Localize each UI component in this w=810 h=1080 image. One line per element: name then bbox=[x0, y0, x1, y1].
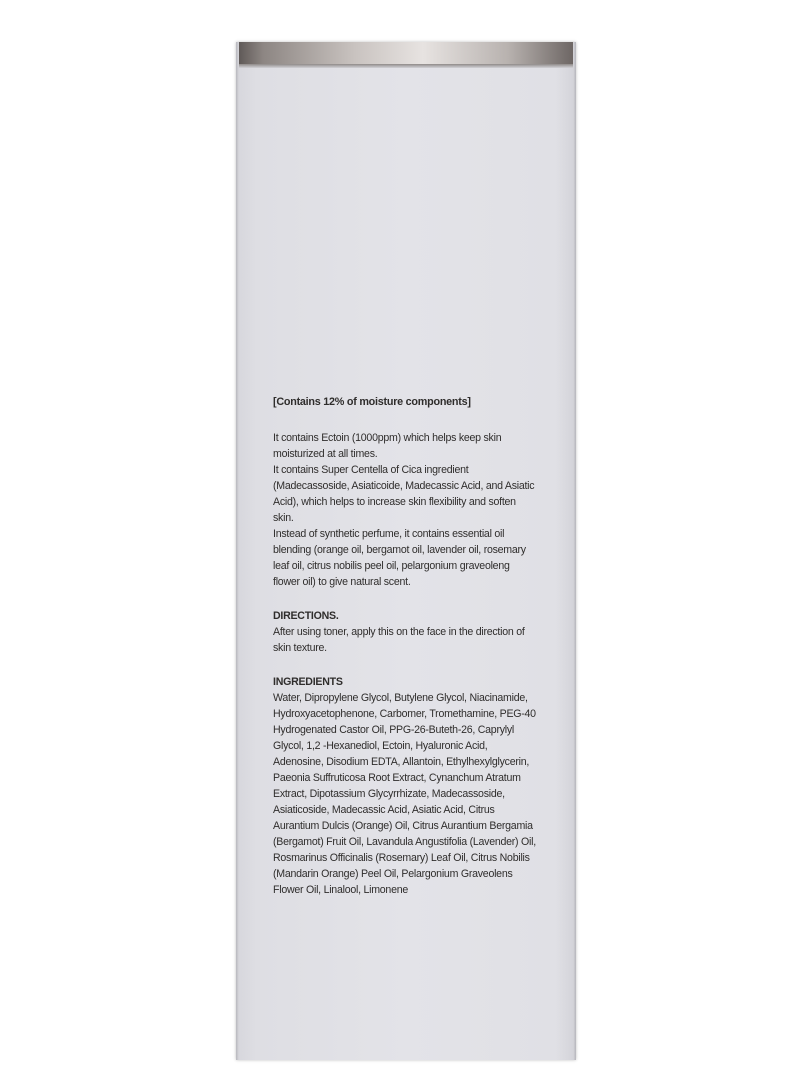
product-box-side-panel bbox=[236, 42, 576, 1060]
description-paragraph: It contains Ectoin (1000ppm) which helps keep skin moisturized at all times. bbox=[273, 432, 502, 460]
box-right-crease bbox=[573, 42, 576, 1060]
box-left-crease bbox=[236, 42, 239, 1060]
cap-edge-shadow bbox=[236, 64, 576, 68]
printed-text-panel bbox=[273, 394, 537, 898]
directions-text: After using toner, apply this on the face in the direction of skin texture. bbox=[273, 626, 525, 654]
moisture-headline: [Contains 12% of moisture components] bbox=[273, 396, 471, 408]
directions-title: DIRECTIONS. bbox=[273, 610, 339, 622]
description-paragraph: It contains Super Centella of Cica ingredient (Madecassoside, Asiaticoide, Madecassic Acid, and Asiatic Acid), which helps to increase skin flexibility and soften skin. bbox=[273, 464, 535, 524]
description-paragraph: Instead of synthetic perfume, it contains essential oil blending (orange oil, bergamot oil, lavender oil, rosemary leaf oil, citrus nobilis peel oil, pelargonium graveoleng flower oil) to give natural scent. bbox=[273, 528, 526, 588]
ingredients-title: INGREDIENTS bbox=[273, 676, 343, 688]
ingredients-text: Water, Dipropylene Glycol, Butylene Glycol, Niacinamide, Hydroxyacetophenone, Carbomer, Tromethamine, PEG-40 Hydrogenated Castor Oil, PPG-26-Buteth-26, Caprylyl Glycol, 1,2 -Hexanediol, Ectoin, Hyaluronic Acid, Adenosine, Disodium EDTA, Allantoin, Ethylhexylglycerin, Paeonia Suffruticosa Root Extract, Cynanchum Atratum Extract, Dipotassium Glycyrrhizate, Madecassoside, Asiaticoside, Madecassic Acid, Asiatic Acid, Citrus Aurantium Dulcis (Orange) Oil, Citrus Aurantium Bergamia (Bergamot) Fruit Oil, Lavandula Angustifolia (Lavender) Oil, Rosmarinus Officinalis (Rosemary) Leaf Oil, Citrus Nobilis (Mandarin Orange) Peel Oil, Pelargonium Graveolens Flower Oil, Linalool, Limonene bbox=[273, 692, 536, 896]
metallic-cap-strip bbox=[236, 42, 576, 64]
